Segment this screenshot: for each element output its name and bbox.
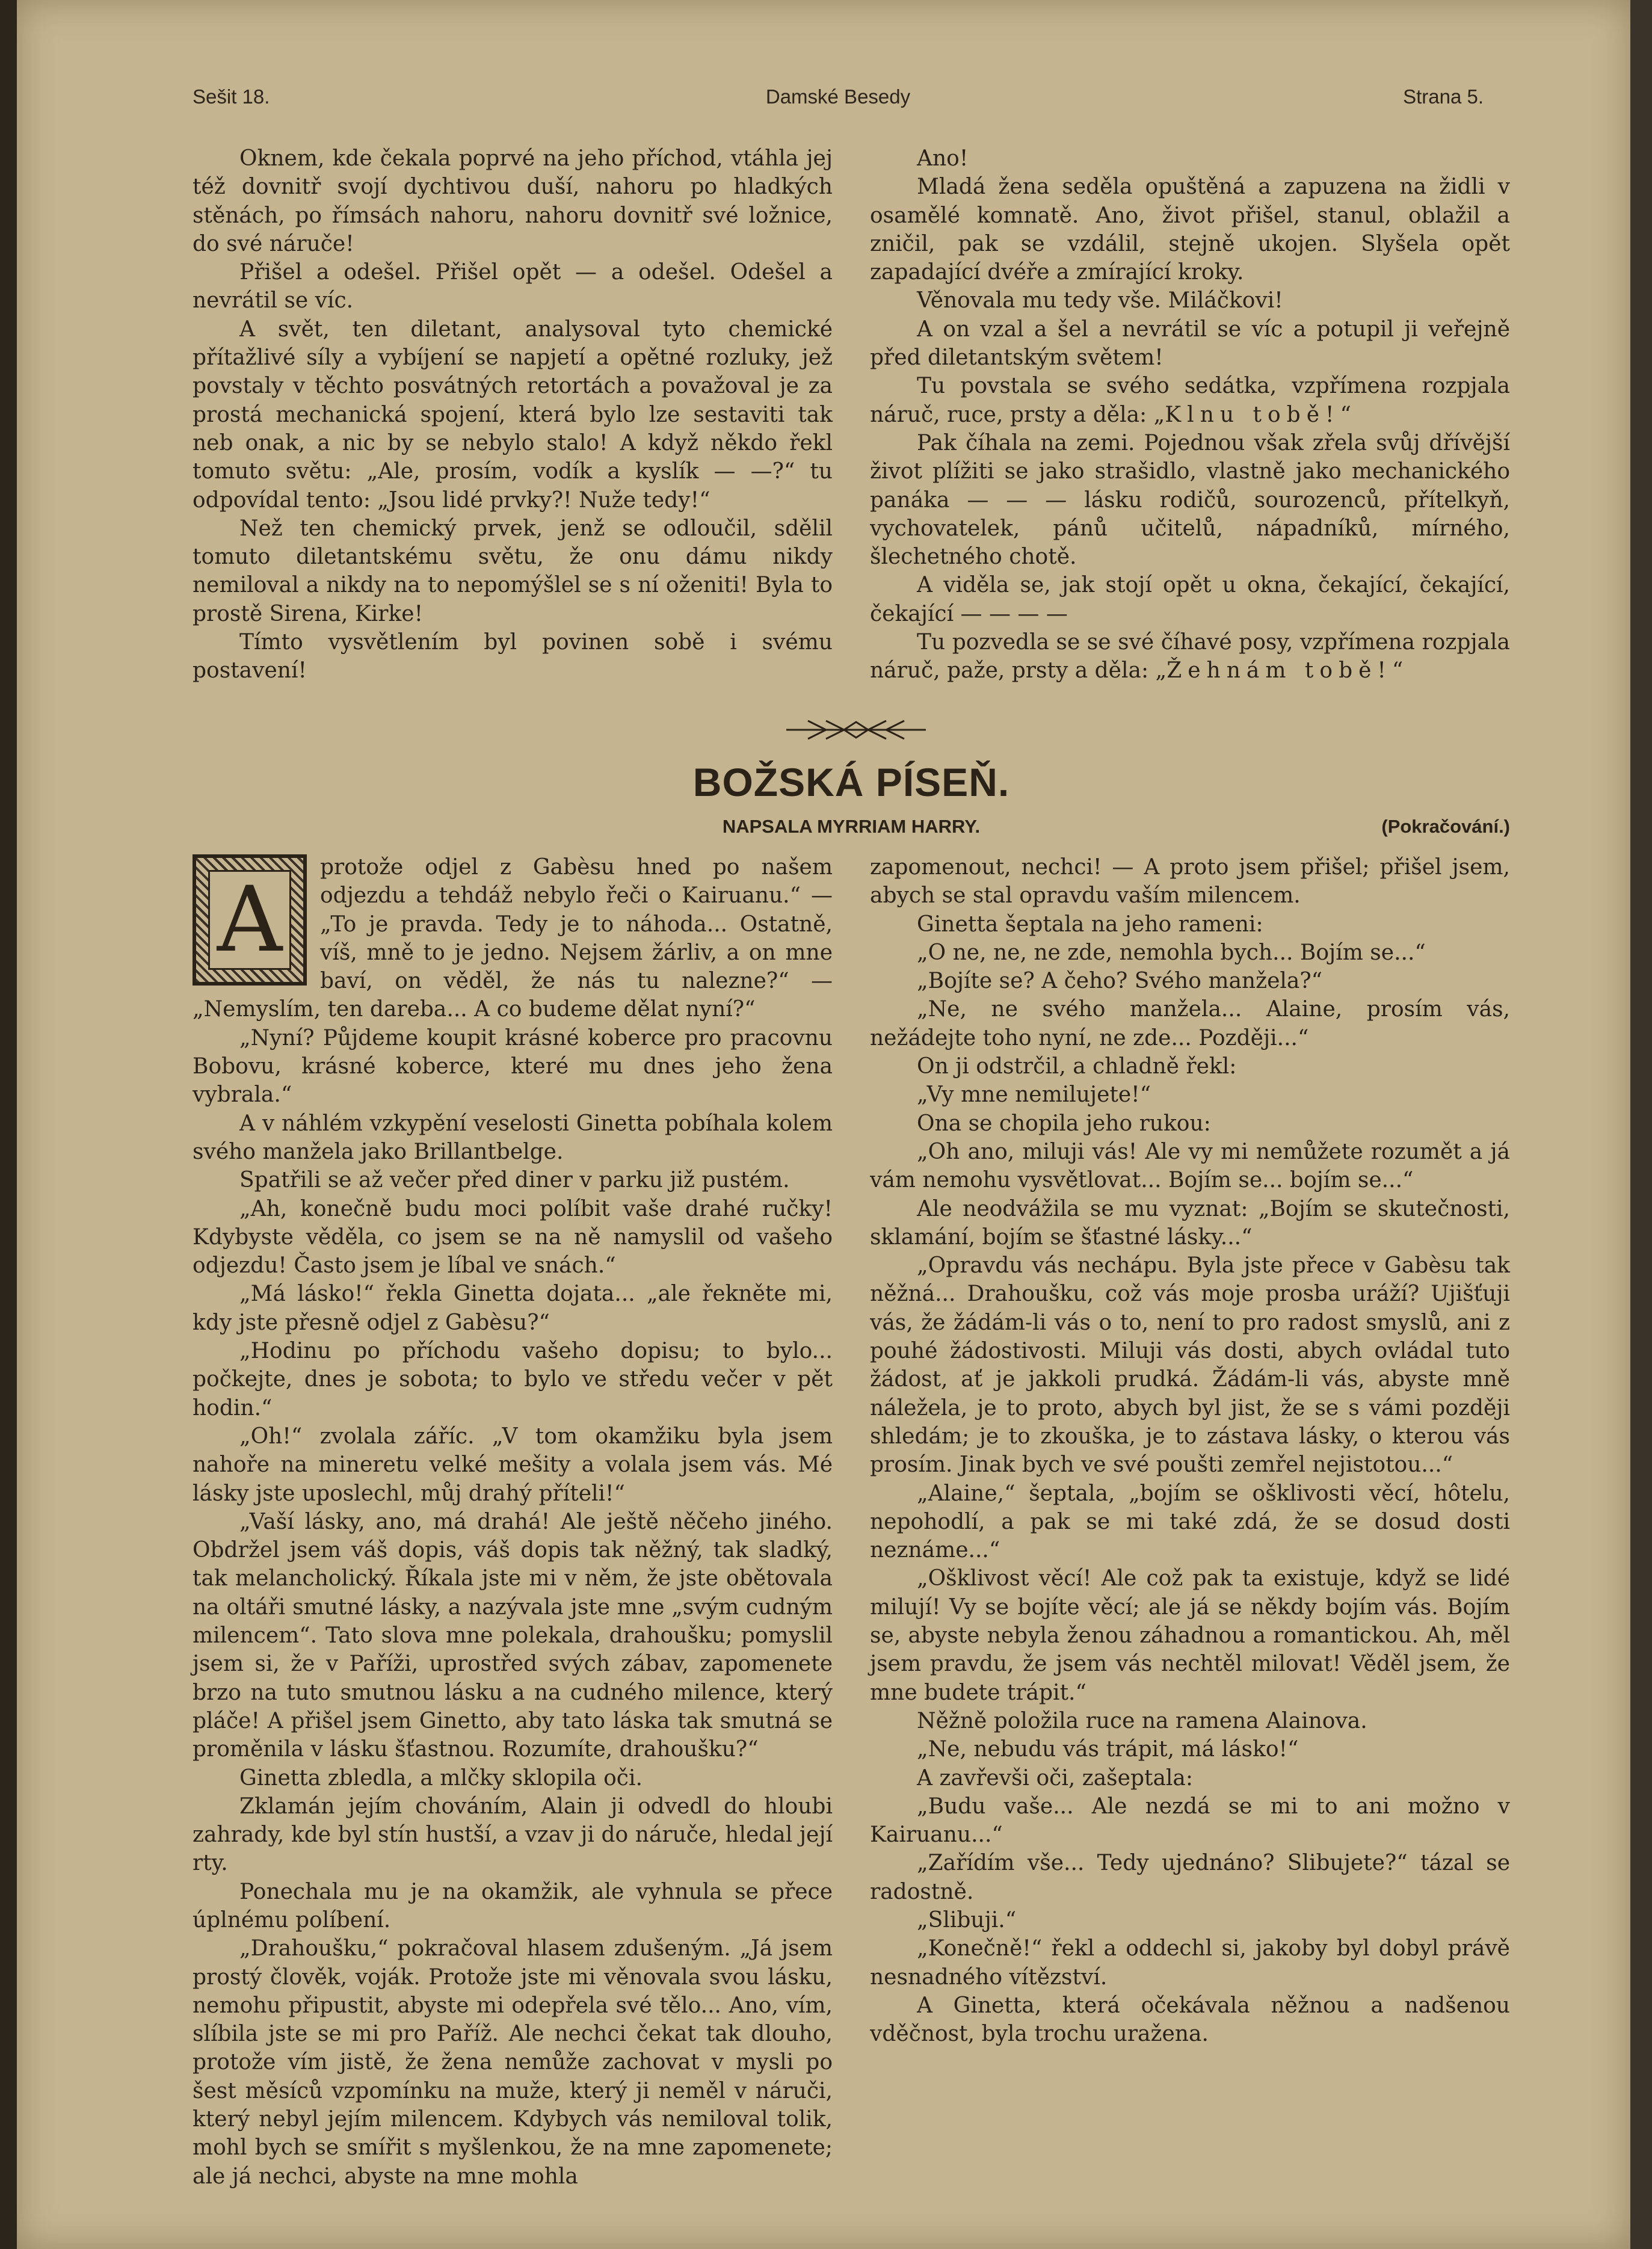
paragraph: „Ah, konečně budu moci políbit vaše drahé ručky! Kdybyste věděla, co jsem se na ně namyslil od vašeho odjezdu! Často jsem je líbal ve snách.“ <box>193 1196 833 1279</box>
paragraph: „Bojíte se? A čeho? Svého manžela?“ <box>917 969 1323 994</box>
drop-cap <box>193 854 307 986</box>
paragraph-text: Tu pozvedla se se své číhavé posy, vzpřímena rozpjala náruč, paže, prsty a děla: „ <box>870 630 1510 683</box>
article-author: NAPSALA MYRRIAM HARRY. <box>722 816 981 837</box>
drop-cap-letter: A <box>217 868 283 972</box>
paragraph: Ginetta zbledla, a mlčky sklopila oči. <box>239 1765 643 1791</box>
paragraph: A svět, ten diletant, analysoval tyto chemické přítažlivé síly a vybíjení se napjetí a opětné rozluky, jež povstaly v těchto posvátných retortách a považoval je za prostá mechanická spojení, která bylo lze sestaviti tak neb onak, a nic by se nebylo stalo! A když někdo řekl tomuto světu: „Ale, prosím, vodík a kyslík — —?“ tu odpovídal tento: „Jsou lidé prvky?! Nuže tedy!“ <box>193 316 833 513</box>
book-spine <box>0 0 17 2249</box>
article-left-column <box>193 853 833 2191</box>
page-header <box>193 85 1484 122</box>
paragraph: Mladá žena seděla opuštěná a zapuzena na židli v osamělé komnatě. Ano, život přišel, stanul, oblažil a zničil, pak se vzdálil, stejně ukojen. Slyšela opět zapadající dvéře a zmírající kroky. <box>870 174 1510 285</box>
paragraph: Přišel a odešel. Přišel opět — a odešel. Odešel a nevrátil se víc. <box>193 260 833 313</box>
paragraph-text: Tu povstala se svého sedátka, vzpřímena rozpjala náruč, ruce, prsty a děla: „ <box>870 374 1510 427</box>
paragraph: „Nyní? Půjdeme koupit krásné koberce pro pracovnu Bobovu, krásné koberce, které mu dnes jeho žena vybrala.“ <box>193 1025 833 1108</box>
top-story-left-column <box>193 144 833 685</box>
paragraph: Než ten chemický prvek, jenž se odloučil, sdělil tomuto diletantskému světu, že onu dámu nikdy nemiloval a nikdy na to nepomýšlel se s ní oženiti! Byla to prostě Sirena, Kirke! <box>193 516 833 626</box>
paragraph: „Ne, nebudu vás trápit, má lásko!“ <box>917 1737 1299 1762</box>
paragraph: Ponechala mu je na okamžik, ale vyhnula se přece úplnému políbení. <box>193 1879 833 1933</box>
article-title: BOŽSKÁ PÍSEŇ. <box>692 760 1010 804</box>
paragraph: „Hodinu po příchodu vašeho dopisu; to bylo... počkejte, dnes je sobota; to bylo ve středu večer v pět hodin.“ <box>193 1339 833 1421</box>
paragraph: „Má lásko!“ řekla Ginetta dojata... „ale řekněte mi, kdy jste přesně odjel z Gabèsu?“ <box>193 1282 833 1335</box>
paragraph: A Ginetta, která očekávala něžnou a nadšenou vděčnost, byla trochu uražena. <box>870 1993 1510 2047</box>
paragraph: A on vzal a šel a nevrátil se víc a potupil ji veřejně před diletantským světem! <box>870 316 1510 371</box>
ornament-divider <box>784 715 928 745</box>
paragraph: Ale neodvážila se mu vyznat: „Bojím se skutečnosti, sklamání, bojím se šťastné lásky...“ <box>870 1196 1510 1250</box>
paragraph: Oknem, kde čekala poprvé na jeho příchod, vtáhla jej též dovnitř svojí dychtivou duší, nahoru po hladkých stěnách, po římsách nahoru, nahoru dovnitř své ložnice, do své náruče! <box>193 146 833 256</box>
paragraph <box>870 372 1510 429</box>
paragraph: Ginetta šeptala na jeho rameni: <box>917 912 1263 937</box>
scan-edge <box>1630 0 1652 2249</box>
paragraph: „Vy mne nemilujete!“ <box>917 1082 1151 1108</box>
paragraph: „Zařídím vše... Tedy ujednáno? Slibujete?“ tázal se radostně. <box>870 1851 1510 1904</box>
paragraph: „Opravdu vás nechápu. Byla jste přece v Gabèsu tak něžná... Drahoušku, což vás moje prosba uráží? Ujišťuji vás, že žádám-li vás o to, není to pro radost smyslů, ani z pouhé žádostivosti. Miluji vás dosti, abych ovládal tuto žádost, ať je jakkoli prudká. Žádám-li vás, abyste mně náležela, je to proto, abych byl jist, že se s vámi později shledám; je to zkouška, je to zástava lásky, o kterou vás prosím. Jinak bych ve své poušti zemřel nejistotou...“ <box>870 1253 1510 1478</box>
paragraph: „Budu vaše... Ale nezdá se mi to ani možno v Kairuanu...“ <box>870 1794 1510 1848</box>
spaced-exclamation: Klnu tobě! <box>1165 402 1340 427</box>
paragraph: A zavřevši oči, zašeptala: <box>917 1765 1194 1791</box>
magazine-title: Damské Besedy <box>765 85 911 108</box>
spaced-exclamation: Žehnám tobě! <box>1167 658 1392 683</box>
paragraph: Spatřili se až večer před diner v parku již pustém. <box>239 1168 790 1193</box>
article-right-column <box>870 853 1510 2048</box>
paragraph: „Oh!“ zvolala záříc. „V tom okamžiku byla jsem nahoře na mineretu velké mešity a volala jsem vás. Mé lásky jste uposlechl, můj drahý příteli!“ <box>193 1424 833 1506</box>
paragraph: On ji odstrčil, a chladně řekl: <box>917 1054 1237 1079</box>
closing-quote: “ <box>1340 402 1351 427</box>
paragraph: protože odjel z Gabèsu hned po našem odjezdu a tehdáž nebylo řeči o Kairuanu.“ — „To je pravda. Tedy je to náhoda... Ostatně, víš, mně to je jedno. Nejsem žárliv, a on mne baví, on věděl, že nás tu nalezne?“ — „Nemyslím, ten darebа... A co budeme dělat nyní?“ <box>193 855 833 1022</box>
paragraph <box>870 628 1510 685</box>
paragraph: Něžně položila ruce na ramena Alainova. <box>917 1708 1367 1733</box>
paragraph: zapomenout, nechci! — A proto jsem přišel; přišel jsem, abych se stal opravdu vaším milencem. <box>870 855 1510 909</box>
paragraph: Ona se chopila jeho rukou: <box>917 1111 1211 1136</box>
page-number: Strana 5. <box>1403 85 1484 108</box>
continuation-note: (Pokračování.) <box>1381 816 1510 837</box>
paragraph: „Ošklivost věcí! Ale což pak ta existuje, když se lidé milují! Vy se bojíte věcí; ale já se někdy bojím vás. Bojím se, abyste nebyla ženou záhadnou a romantickou. Ah, měl jsem pravdu, že jsem vás nechtěl milovat! Věděl jsem, že mne budete trápit.“ <box>870 1566 1510 1705</box>
paragraph: „Oh ano, miluji vás! Ale vy mi nemůžete rozumět a já vám nemohu vysvětlovat... Bojím se... bojím se...“ <box>870 1139 1510 1193</box>
paragraph: „O ne, ne, ne zde, nemohla bych... Bojím se...“ <box>917 940 1426 965</box>
top-story-right-column <box>870 144 1510 685</box>
paragraph: Věnovala mu tedy vše. Miláčkovi! <box>917 288 1283 313</box>
paragraph: „Ne, ne svého manžela... Alaine, prosím vás, nežádejte toho nyní, ne zde... Později...“ <box>870 997 1510 1050</box>
paragraph: A v náhlém vzkypění veselosti Ginetta pobíhala kolem svého manžela jako Brillantbelge. <box>193 1111 833 1164</box>
paragraph: Pak číhala na zemi. Pojednou však zřela svůj dřívější život plížiti se jako strašidlo, vlastně jako mechanického panáka — — — lásku rodičů, sourozenců, přítelkyň, vychovatelek, pánů učitelů, nápadníků, mírného, šlechetného chotě. <box>870 430 1510 570</box>
paragraph: Ano! <box>917 146 969 171</box>
paragraph: Tímto vysvětlením byl povinen sobě i svému postavení! <box>193 630 833 683</box>
paragraph: „Konečně!“ řekl a oddechl si, jakoby byl dobyl právě nesnadného vítězství. <box>870 1936 1510 1990</box>
paragraph: A viděla se, jak stojí opět u okna, čekající, čekající, čekající — — — — <box>870 573 1510 626</box>
paragraph: „Vaší lásky, ano, má drahá! Ale ještě něčeho jiného. Obdržel jsem váš dopis, váš dopis tak něžný, tak sladký, tak melancholický. Říkala jste mi v něm, že jste obětovala na oltáři smutné lásky, a nazývala jste mne „svým cudným milencem“. Tato slova mne polekala, drahoušku; pomyslil jsem si, že v Paříži, uprostřed svých zábav, zapomenete brzo na tuto smutnou lásku a na cudného milence, který pláče! A přišel jsem Ginetto, aby tato láska tak smutná se proměnila v lásku šťastnou. Rozumíte, drahoušku?“ <box>193 1509 833 1762</box>
ornament-icon <box>784 715 928 745</box>
paragraph: „Slibuji.“ <box>917 1907 1017 1933</box>
paragraph: „Alaine,“ šeptala, „bojím se ošklivosti věcí, hôtelu, nepohodlí, a pak se mi také zdá, že se dosud dosti neznáme...“ <box>870 1481 1510 1563</box>
paragraph: Zklamán jejím chováním, Alain ji odvedl do hloubi zahrady, kde byl stín hustší, a vzav ji do náruče, hledal její rty. <box>193 1794 833 1876</box>
closing-quote: “ <box>1392 658 1404 683</box>
issue-number: Sešit 18. <box>193 85 270 108</box>
paragraph: „Drahoušku,“ pokračoval hlasem zdušeným. „Já jsem prostý člověk, voják. Protože jste mi věnovala svou lásku, nemohu připustit, abyste mi odepřela své tělo... Ano, vím, slíbila jste se mi pro Paříž. Ale nechci čekat tak dlouho, protože vím jistě, že žena nemůže zachovat v mysli po šest měsíců vzpomínku na muže, který ji neměl v náruči, který nebyl jejím milencem. Kdybych vás nemiloval tolik, mohl bych se smířit s myšlenkou, že na mne zapomenete; ale já nechci, abyste na mne mohla <box>193 1936 833 2189</box>
